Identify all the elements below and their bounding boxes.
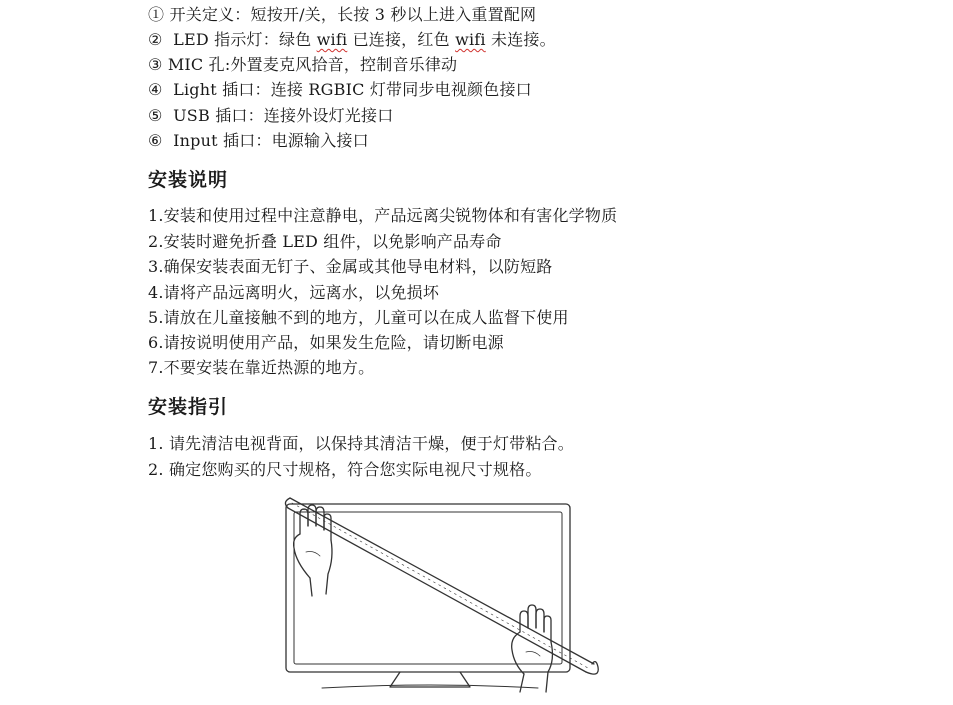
definition-text: Light 插口：连接 RGBIC 灯带同步电视颜色接口	[162, 80, 532, 99]
definition-usb-port	[148, 106, 393, 126]
right-hand-icon	[512, 605, 553, 692]
circled-number: ①	[148, 5, 165, 24]
circled-number: ⑤	[148, 106, 163, 125]
definition-text: 开关定义：短按开/关，长按 3 秒以上进入重置配网	[164, 5, 537, 24]
definition-text-part: LED 指示灯：绿色	[162, 30, 317, 49]
install-note-item: 7.不要安装在靠近热源的地方。	[148, 358, 375, 377]
definition-text-part: 已连接，红色	[347, 30, 456, 49]
left-hand-icon	[294, 505, 332, 596]
install-guide-item: 2. 确定您购买的尺寸规格，符合您实际电视尺寸规格。	[148, 460, 542, 479]
section-title-install-notes: 安装说明	[148, 169, 229, 191]
definition-led-indicator	[148, 30, 556, 50]
definition-mic	[148, 55, 457, 75]
tv-frame	[286, 504, 570, 672]
led-strip	[285, 498, 598, 674]
circled-number: ②	[148, 30, 163, 49]
install-note-item: 6.请按说明使用产品，如果发生危险，请切断电源	[148, 333, 504, 352]
install-guide-item: 1. 请先清洁电视背面，以保持其清洁干燥，便于灯带粘合。	[148, 434, 574, 453]
definition-text-part: 未连接。	[485, 30, 556, 49]
section-title-install-guide: 安装指引	[148, 396, 229, 418]
definition-text: Input 插口：电源输入接口	[162, 131, 369, 150]
spellcheck-word: wifi	[455, 30, 486, 49]
install-note-item: 2.安装时避免折叠 LED 组件，以免影响产品寿命	[148, 232, 502, 251]
definition-light-port	[148, 80, 532, 100]
install-note-item: 1.安装和使用过程中注意静电，产品远离尖锐物体和有害化学物质	[148, 206, 618, 225]
install-note-item: 3.确保安装表面无钉子、金属或其他导电材料，以防短路	[148, 257, 553, 276]
circled-number: ⑥	[148, 131, 163, 150]
definition-text: USB 插口：连接外设灯光接口	[162, 106, 394, 125]
install-note-item: 4.请将产品远离明火，远离水，以免损坏	[148, 283, 440, 302]
tv-led-strip-install-illustration	[270, 492, 610, 702]
tv-screen	[294, 512, 562, 664]
circled-number: ③	[148, 55, 163, 74]
install-note-item: 5.请放在儿童接触不到的地方，儿童可以在成人监督下使用	[148, 308, 569, 327]
definition-switch	[148, 5, 536, 25]
definition-text: MIC 孔:外置麦克风拾音，控制音乐律动	[162, 55, 458, 74]
definition-input-port	[148, 131, 369, 151]
spellcheck-word: wifi	[316, 30, 348, 49]
circled-number: ④	[148, 80, 163, 99]
